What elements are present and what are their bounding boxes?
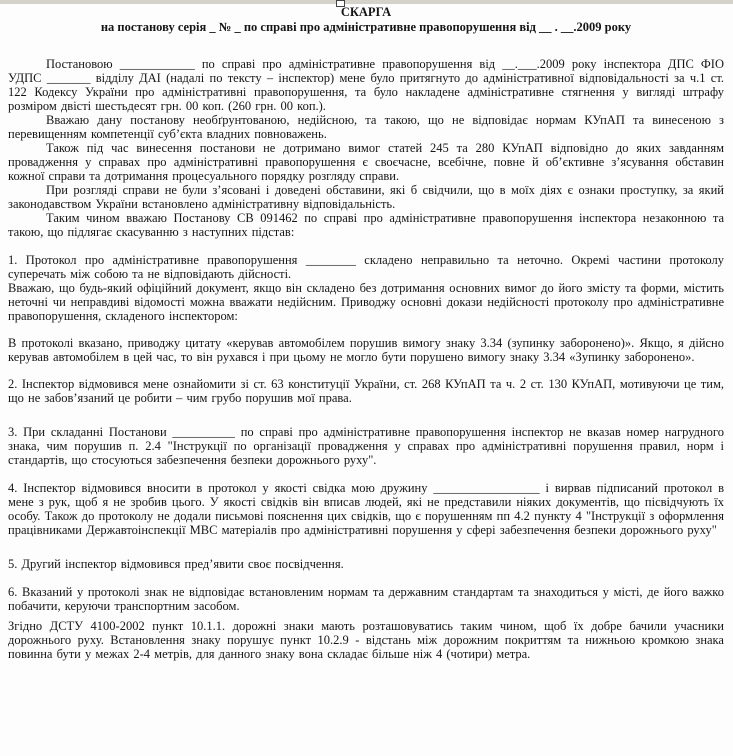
- paragraph-item-5: 5. Другий інспектор відмовився пред’явити своє посвідчення.: [8, 557, 344, 571]
- paragraph-consider-invalid: Вважаю дану постанову необґрунтованою, недійсною, та такою, що не відповідає нормам КУпАП та винесеною з перевищенням компетенції суб’єкта владних повноважень.: [8, 113, 724, 141]
- paragraph-item-3: 3. При складанні Постанови __________ по справі про адміністративне правопорушення інспектор не вказав номер нагрудного знака, чим порушив п. 2.4 "Інструкції по організації провадження у справах про адміністративні порушення правил, норм і стандартів, що стосуються забезпечення безпеки дорожнього руху".: [8, 425, 724, 467]
- paragraph-resolution-intro: Постановою ____________ по справі про адміністративне правопорушення від __.___.2009 року інспектора ДПС ФІО УДПС _______ відділу ДАІ (надалі по тексту – інспектор) мене було притягнуто до адміністративної відповідальності за ч.1 ст. 122 Кодексу України про адміністративні правопорушення, та було накладене адміністративне стягнення у вигляді штрафу розміром двісті шестьдесят грн. 00 коп. (260 грн. 00 коп.).: [8, 57, 724, 113]
- paragraph-item-1-continued: Вважаю, що будь-який офіційний документ, якщо він складено без дотримання основних вимог до його змісту та форми, містить неточні чи неправдиві відомості можна вважати недійсним. Приводжу основні докази недійсності протоколу про адміністративне правопорушення, складеного інспектором:: [8, 281, 724, 323]
- document-subtitle: на постанову серія _ № _ по справі про адміністративне правопорушення від __ . __.2009 року: [100, 20, 632, 34]
- paragraph-item-6-continued: Згідно ДСТУ 4100-2002 пункт 10.1.1. дорожні знаки мають розташовуватись таким чином, щоб їх добре бачили учасники дорожнього руху. Встановлення знаку порушує пункт 10.2.9 - відстань між дорожним покриттям та нижньою кромкою знака повинна бути у межах 2-4 метрів, для данного знаку вона складає більше ніж 4 (чотири) метра.: [8, 619, 724, 661]
- paragraph-item-6: 6. Вказаний у протоколі знак не відповідає встановленим нормам та державним стандартам та знаходиться у місті, де його важко побачити, керуючи транспортним засобом.: [8, 585, 724, 613]
- paragraph-item-1: 1. Протокол про адміністративне правопорушення ________ складено неправильно та неточно. Окремі частини протоколу суперечать між собою та не відповідають дійсності.: [8, 253, 724, 281]
- document-title: СКАРГА: [340, 5, 392, 19]
- paragraph-conclusion-intro: Таким чином вважаю Постанову СВ 091462 по справі про адміністративне правопорушення інспектора незаконною та такою, що підлягає скасуванню з наступних підстав:: [8, 211, 724, 239]
- document-body: [8, 57, 724, 661]
- paragraph-item-2: 2. Інспектор відмовився мене ознайомити зі ст. 63 конституції України, ст. 268 КУпАП та ч. 2 ст. 130 КУпАП, мотивуючи це тим, що не забов’язаний це робити – чим грубо порушив мої права.: [8, 377, 724, 405]
- document-page: [8, 5, 724, 661]
- paragraph-articles-245-280: Також під час винесення постанови не дотримано вимог статей 245 та 280 КУпАП відповідно до яких завданням провадження у справах про адміністративні правопорушення є своєчасне, всебічне, повне й об’єктивне з’ясування обставин кожної справи та дотримання процесуального порядку розгляду справи.: [8, 141, 724, 183]
- paragraph-case-review: При розгляді справи не були з’ясовані і доведені обставини, які б свідчили, що в моїх діях є ознаки проступку, за який законодавством України встановлено адміністративну відповідальність.: [8, 183, 724, 211]
- window-top-edge: [0, 0, 733, 4]
- paragraph-item-4: 4. Інспектор відмовився вносити в протокол у якості свідка мою дружину _________________ і вирвав підписаний протокол в мене з рук, щоб я не зробив цього. У якості свідків він вписав людей, які не представили ніяких документів, що пісвідчують їх особу. Також до протоколу не додали письмові пояснення цих свідків, що є порушенням пп 4.2 пункту 4 "Інструкції з оформлення працівниками Державтоінспекції МВС матеріалів про адміністративні порушення у сфері забезпечення безпеки дорожнього руху": [8, 481, 724, 537]
- paragraph-protocol-quote: В протоколі вказано, приводжу цитату «керував автомобілем порушив вимогу знаку 3.34 (зупинку заборонено)». Якщо, я дійсно керував автомобілем в цей час, то він рухався і при цьому не могло бути порушено вимогу знаку 3.34 «Зупинку заборонено».: [8, 336, 724, 364]
